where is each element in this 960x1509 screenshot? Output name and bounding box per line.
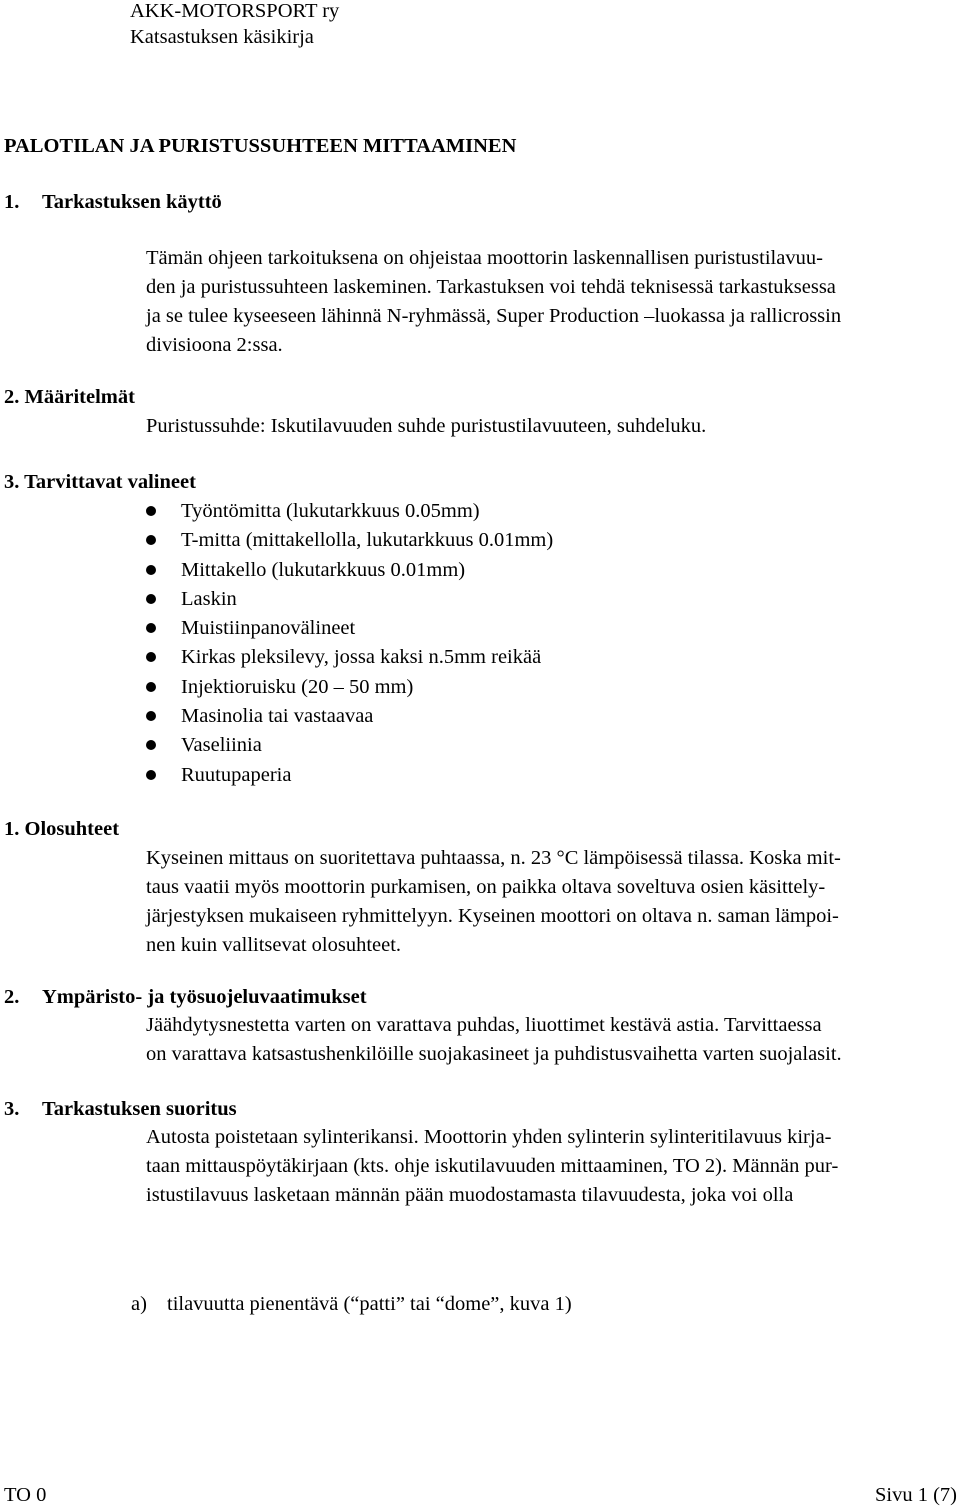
equipment-list [146, 497, 553, 790]
bullet-icon [146, 535, 156, 545]
section-title: Olosuhteet [24, 818, 120, 840]
list-item [146, 761, 553, 790]
procedure-paragraph [146, 1123, 958, 1210]
org-name: AKK-MOTORSPORT ry [130, 0, 340, 22]
paragraph-line: Kyseinen mittaus on suoritettava puhtaassa, n. 23 °C lämpöisessä tilassa. Koska mit- [146, 847, 841, 869]
list-item [146, 643, 553, 672]
usage-paragraph [146, 244, 958, 360]
paragraph-line: divisioona 2:ssa. [146, 334, 283, 356]
section-heading-procedure [4, 1095, 237, 1123]
list-item-text: Kirkas pleksilevy, jossa kaksi n.5mm reikää [181, 646, 542, 669]
section-number: 2. [4, 386, 20, 408]
list-item [146, 673, 553, 702]
section-heading-conditions [4, 815, 119, 843]
bullet-icon [146, 565, 156, 575]
list-item-text: Työntömitta (lukutarkkuus 0.05mm) [181, 500, 480, 522]
list-item-a [131, 1290, 572, 1318]
section-title: Määritelmät [24, 386, 135, 408]
footer-page-number: Sivu 1 (7) [875, 1484, 957, 1506]
bullet-icon [146, 623, 156, 633]
list-item-text: Masinolia tai vastaavaa [181, 705, 374, 728]
section-number: 2. [4, 986, 20, 1008]
section-title: Ympäristo- ja työsuojeluvaatimukset [42, 986, 367, 1008]
section-title: Tarkastuksen suoritus [42, 1098, 237, 1120]
bullet-icon [146, 594, 156, 604]
list-item-text: Laskin [181, 587, 237, 610]
manual-name: Katsastuksen käsikirja [130, 26, 314, 48]
definition-text: Puristussuhde: Iskutilavuuden suhde puristustilavuuteen, suhdeluku. [146, 415, 707, 437]
section-number: 1. [4, 191, 20, 213]
paragraph-line: on varattava katsastushenkilöille suojakasineet ja puhdistusvaihetta varten suojalasit. [146, 1043, 842, 1065]
list-item [146, 585, 553, 614]
list-item [146, 556, 553, 585]
bullet-icon [146, 682, 156, 692]
section-heading-environment [4, 983, 367, 1011]
list-item-text: tilavuutta pienentävä (“patti” tai “dome”, kuva 1) [167, 1293, 572, 1315]
list-item-text: Muistiinpanovälineet [181, 617, 356, 640]
document-title: PALOTILAN JA PURISTUSSUHTEEN MITTAAMINEN [4, 135, 517, 157]
paragraph-line: Autosta poistetaan sylinterikansi. Moottorin yhden sylinterin sylinteritilavuus kirja- [146, 1126, 832, 1148]
bullet-icon [146, 652, 156, 662]
paragraph-line: Tämän ohjeen tarkoituksena on ohjeistaa moottorin laskennallisen puristustilavuu- [146, 247, 823, 269]
paragraph-line: den ja puristussuhteen laskeminen. Tarkastuksen voi tehdä teknisessä tarkastuksessa [146, 276, 836, 298]
section-heading-usage [4, 188, 222, 216]
paragraph-line: järjestyksen mukaiseen ryhmittelyyn. Kyseinen moottori on oltava n. saman lämpoi- [146, 905, 839, 927]
paragraph-line: Jäähdytysnestetta varten on varattava puhdas, liuottimet kestävä astia. Tarvittaessa [146, 1014, 822, 1036]
paragraph-line: taan mittauspöytäkirjaan (kts. ohje iskutilavuuden mittaaminen, TO 2). Männän pur- [146, 1155, 839, 1177]
section-title: Tarvittavat valineet [24, 471, 196, 493]
list-item-text: Vaseliinia [181, 734, 262, 757]
list-item [146, 614, 553, 643]
bullet-icon [146, 740, 156, 750]
section-number: 3. [4, 1098, 20, 1120]
paragraph-line: istustilavuus lasketaan männän pään muodostamasta tilavuudesta, joka voi olla [146, 1184, 794, 1206]
paragraph-line: nen kuin vallitsevat olosuhteet. [146, 934, 402, 956]
section-heading-definitions [4, 383, 135, 411]
bullet-icon [146, 770, 156, 780]
paragraph-line: taus vaatii myös moottorin purkamisen, on paikka oltava soveltuva osien käsittely- [146, 876, 826, 898]
section-number: 1. [4, 818, 20, 840]
list-item [146, 526, 553, 555]
conditions-paragraph [146, 844, 958, 960]
list-item-text: Ruutupaperia [181, 763, 292, 786]
list-marker: a) [131, 1293, 147, 1315]
list-item [146, 731, 553, 760]
section-number: 3. [4, 471, 20, 493]
section-heading-equipment [4, 468, 196, 496]
list-item [146, 702, 553, 731]
list-item-text: Mittakello (lukutarkkuus 0.01mm) [181, 558, 466, 581]
section-title: Tarkastuksen käyttö [42, 191, 222, 213]
footer-doc-code: TO 0 [4, 1484, 47, 1506]
bullet-icon [146, 711, 156, 721]
bullet-icon [146, 506, 156, 516]
list-item-text: Injektioruisku (20 – 50 mm) [181, 675, 414, 698]
list-item-text: T-mitta (mittakellolla, lukutarkkuus 0.01mm) [181, 529, 554, 552]
environment-paragraph [146, 1011, 958, 1069]
paragraph-line: ja se tulee kyseeseen lähinnä N-ryhmässä, Super Production –luokassa ja rallicrossin [146, 305, 842, 327]
list-item [146, 497, 553, 526]
